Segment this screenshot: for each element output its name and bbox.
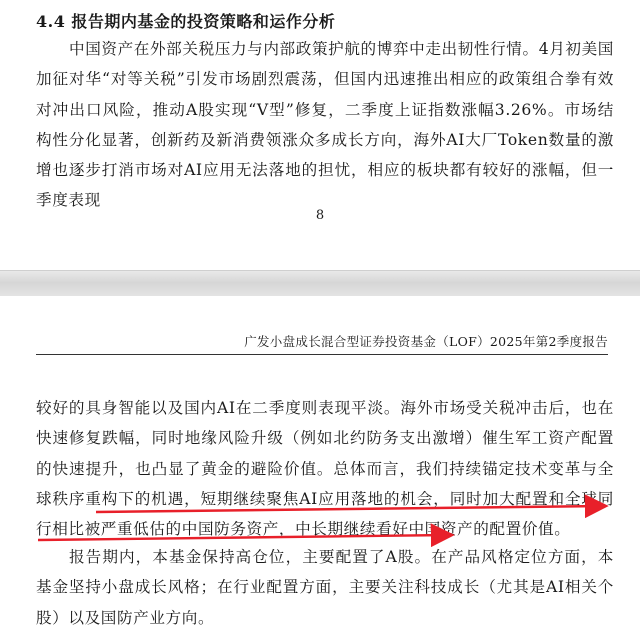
allocation-paragraph-text: 报告期内，本基金保持高仓位，主要配置了A股。在产品风格定位方面，本基金坚持小盘成长风格；在行业配置方面，主要关注科技成长（尤其是AI相关个股）以及国防产业方向。 xyxy=(36,548,614,627)
page-number: 8 xyxy=(315,208,325,223)
underline-arrow-2 xyxy=(38,535,450,540)
section-heading: 4.4 报告期内基金的投资策略和运作分析 xyxy=(36,12,336,31)
running-header: 广发小盘成长混合型证券投资基金（LOF）2025年第2季度报告 xyxy=(244,334,608,349)
underline-arrow-1 xyxy=(96,506,604,512)
continued-paragraph: 较好的具身智能以及国内AI在二季度则表现平淡。海外市场受关税冲击后，也在快速修复跌幅，同时地缘风险升级（例如北约防务支出激增）催生军工资产配置的快速提升，也凸显了黄金的避险价值。总体而言，我们持续锚定技术变革与全球秩序重构下的机遇，短期继续聚焦AI应用落地的机会，同时加大配置和全球同行相比被严重低估的中国防务资产，中长期继续看好中国资产的配置价值。 xyxy=(36,399,614,539)
strategy-paragraph-text: 中国资产在外部关税压力与内部政策护航的博弈中走出韧性行情。4月初美国加征对华“对等关税”引发市场剧烈震荡，但国内迅速推出相应的政策组合拳有效对冲出口风险，推动A股实现“V型”修复，二季度上证指数涨幅3.26%。市场结构性分化显著，创新药及新消费领涨众多成长方向，海外AI大厂Token数量的激增也逐步打消市场对AI应用无法落地的担忧，相应的板块都有较好的涨幅，但一季度表现 xyxy=(36,40,614,210)
